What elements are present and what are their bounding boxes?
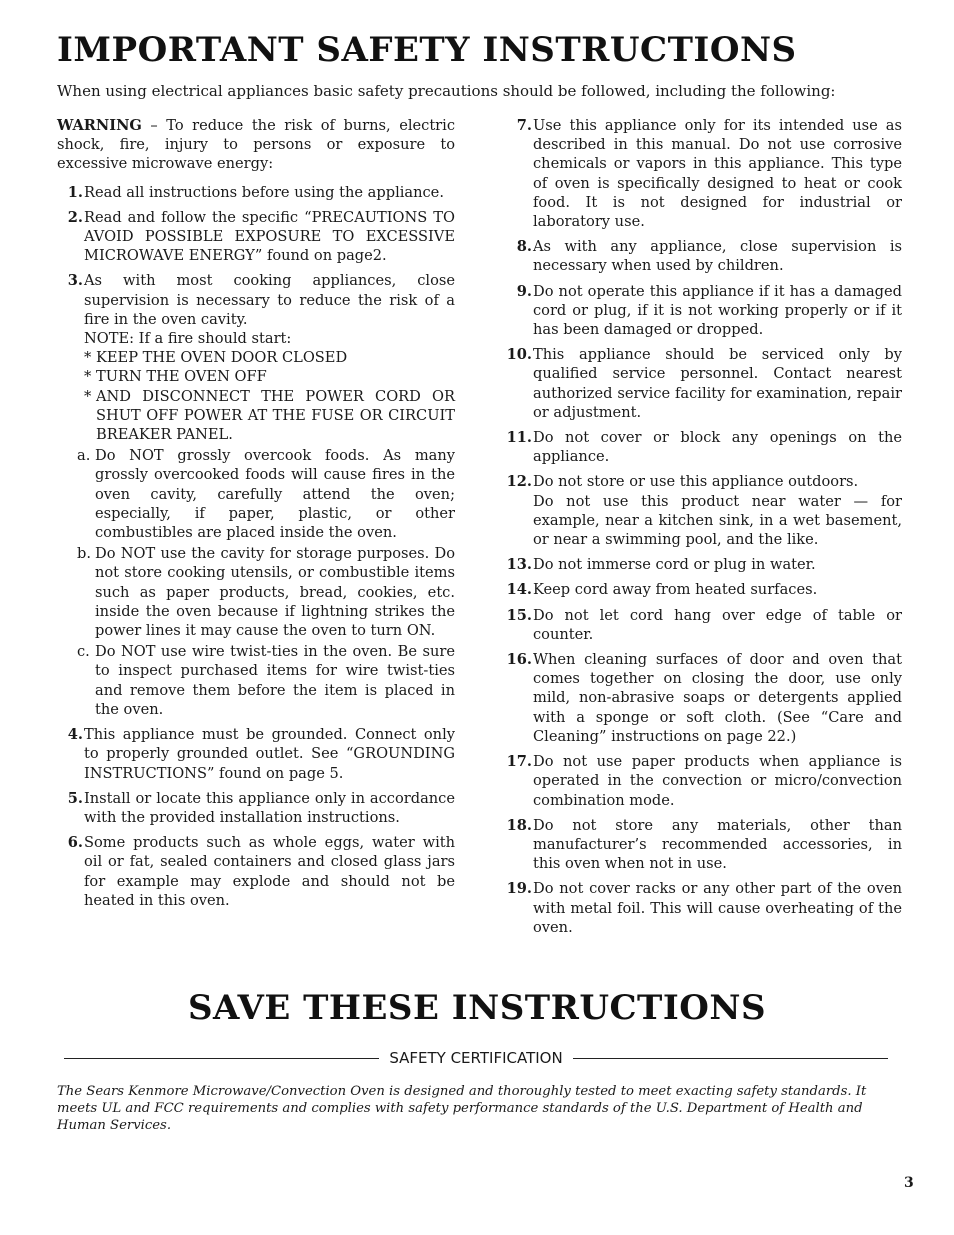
warning-label: WARNING (57, 117, 142, 134)
item-number: 15. (506, 606, 532, 624)
instruction-item-2 (57, 208, 455, 266)
instruction-item-11 (502, 428, 902, 466)
item-text: Do not immerse cord or plug in water. (533, 556, 816, 574)
instruction-item-15 (502, 606, 902, 644)
item-body (533, 472, 902, 549)
instruction-item-1 (57, 183, 455, 202)
item-text: Do not store any materials, other than manufacturer’s recommended accessories, in this oven when not in use. (533, 816, 902, 873)
certification-label: SAFETY CERTIFICATION (389, 1049, 563, 1067)
item-number: 18. (506, 816, 532, 834)
item-text: When cleaning surfaces of door and oven that comes together on closing the door, use only mild, non-abrasive soaps or detergents applied with a sponge or soft cloth. (See “Care and Cleaning” instructions on page 22.) (533, 651, 902, 745)
right-column (502, 116, 902, 943)
instruction-item-10 (502, 345, 902, 422)
instruction-item-9 (502, 282, 902, 340)
item-text: Install or locate this appliance only in accordance with the provided installation instructions. (84, 789, 455, 826)
instruction-item-8 (502, 237, 902, 275)
item-text: Do not operate this appliance if it has a damaged cord or plug, if it is not working properly or if it has been damaged or dropped. (533, 282, 902, 339)
item-number: 16. (506, 651, 532, 669)
instruction-item-12 (502, 472, 902, 549)
save-instructions-title: SAVE THESE INSTRUCTIONS (188, 988, 766, 1028)
intro-text: When using electrical appliances basic safety precautions should be followed, including the following: (57, 82, 836, 100)
item-number: 11. (506, 429, 532, 447)
item-text: This appliance must be grounded. Connect only to properly grounded outlet. See “GROUNDING INSTRUCTIONS” found on page 5. (84, 726, 455, 782)
bullet-text: KEEP THE OVEN DOOR CLOSED (96, 349, 348, 367)
item-number: 8. (516, 238, 532, 256)
item-text: Do not cover or block any openings on the appliance. (533, 429, 902, 466)
warning-paragraph (57, 116, 455, 174)
certification-heading (64, 1049, 888, 1067)
item-number: 1. (67, 183, 83, 201)
page-title: IMPORTANT SAFETY INSTRUCTIONS (57, 30, 797, 70)
sub-item-a (77, 446, 455, 542)
item-body (84, 271, 455, 444)
sub-text: Do NOT use the cavity for storage purposes. Do not store cooking utensils, or combustible items such as paper products, bread, cookies, etc. inside the oven because if lightning strikes the power lines it may cause the oven to turn ON. (95, 545, 455, 640)
item-text: Keep cord away from heated surfaces. (533, 581, 818, 599)
bullet-mark: * (84, 349, 92, 367)
left-column (57, 116, 455, 916)
item-text: Do not store or use this appliance outdoors. (533, 473, 859, 491)
item-text: Do not let cord hang over edge of table or counter. (533, 606, 902, 643)
warning-text: – To reduce the risk of burns, electric shock, fire, injury to persons or exposure to excessive microwave energy: (57, 117, 455, 173)
item-number: 17. (506, 753, 532, 771)
sub-letter: c. (77, 643, 90, 661)
page-number: 3 (904, 1175, 914, 1191)
instruction-item-14 (502, 580, 902, 599)
item-text: Read and follow the specific “PRECAUTIONS TO AVOID POSSIBLE EXPOSURE TO EXCESSIVE MICROWAVE ENERGY” found on page2. (84, 208, 455, 265)
instruction-item-16 (502, 650, 902, 746)
item-text: As with any appliance, close supervision is necessary when used by children. (533, 238, 902, 275)
item-number: 9. (516, 282, 532, 300)
item-text: This appliance should be serviced only by qualified service personnel. Contact nearest authorized service facility for examination, repair or adjustment. (533, 346, 902, 421)
instruction-item-18 (502, 816, 902, 874)
sub-item-c (77, 642, 455, 719)
item-text: Use this appliance only for its intended use as described in this manual. Do not use corrosive chemicals or vapors in this appliance. This type of oven is specifically designed to heat or cook food. It is not designed for industrial or laboratory use. (533, 117, 902, 231)
instruction-item-13 (502, 555, 902, 574)
item-number: 10. (506, 346, 532, 364)
item-number: 19. (506, 880, 532, 898)
instruction-item-4 (57, 725, 455, 783)
bullet-text: TURN THE OVEN OFF (96, 368, 267, 386)
fire-note: NOTE: If a fire should start: (84, 330, 292, 348)
bullet-mark: * (84, 368, 92, 386)
instruction-item-17 (502, 752, 902, 810)
instruction-item-3 (57, 271, 455, 444)
bullet-item (84, 367, 455, 386)
heading-rule-right (573, 1058, 888, 1059)
sub-letter: b. (77, 545, 91, 563)
item-number: 4. (67, 726, 83, 744)
bullet-mark: * (84, 387, 92, 405)
item-number: 3. (67, 272, 83, 290)
item-text: Do not cover racks or any other part of the oven with metal foil. This will cause overheating of the oven. (533, 880, 902, 936)
instruction-item-6 (57, 833, 455, 910)
item-text: Read all instructions before using the appliance. (84, 183, 444, 201)
bullet-text: AND DISCONNECT THE POWER CORD OR SHUT OFF POWER AT THE FUSE OR CIRCUIT BREAKER PANEL. (96, 387, 455, 444)
bullet-item (84, 387, 455, 445)
item-number: 6. (67, 834, 83, 852)
instruction-item-19 (502, 879, 902, 937)
heading-rule-left (64, 1058, 379, 1059)
sub-text: Do NOT grossly overcook foods. As many grossly overcooked foods will cause fires in the oven cavity, carefully attend the oven; especially, if paper, plastic, or other combustibles are placed inside the oven. (95, 447, 455, 542)
item-number: 13. (506, 556, 532, 574)
item-number: 14. (506, 581, 532, 599)
bullet-item (84, 348, 455, 367)
sub-text: Do NOT use wire twist-ties in the oven. Be sure to inspect purchased items for wire twist-ties and remove them before the item is placed in the oven. (95, 643, 455, 718)
certification-text: The Sears Kenmore Microwave/Convection Oven is designed and thoroughly tested to meet exacting safety standards. It meets UL and FCC requirements and complies with safety performance standards of the U.S. Department of Health and Human Services. (57, 1084, 867, 1133)
item-number: 5. (67, 789, 83, 807)
sub-items (77, 446, 455, 719)
item-text-2: Do not use this product near water — for example, near a kitchen sink, in a wet basement, or near a swimming pool, and the like. (533, 492, 902, 549)
item-text: Do not use paper products when appliance is operated in the convection or micro/convection combination mode. (533, 753, 902, 809)
item-number: 2. (67, 208, 83, 226)
item-text: Some products such as whole eggs, water with oil or fat, sealed containers and closed glass jars for example may explode and should not be heated in this oven. (84, 834, 455, 909)
instruction-item-5 (57, 789, 455, 827)
item-number: 12. (506, 473, 532, 491)
instruction-item-7 (502, 116, 902, 231)
sub-letter: a. (77, 447, 91, 465)
item-number: 7. (516, 117, 532, 134)
item-text: As with most cooking appliances, close supervision is necessary to reduce the risk of a fire in the oven cavity. (84, 272, 455, 328)
sub-item-b (77, 544, 455, 640)
